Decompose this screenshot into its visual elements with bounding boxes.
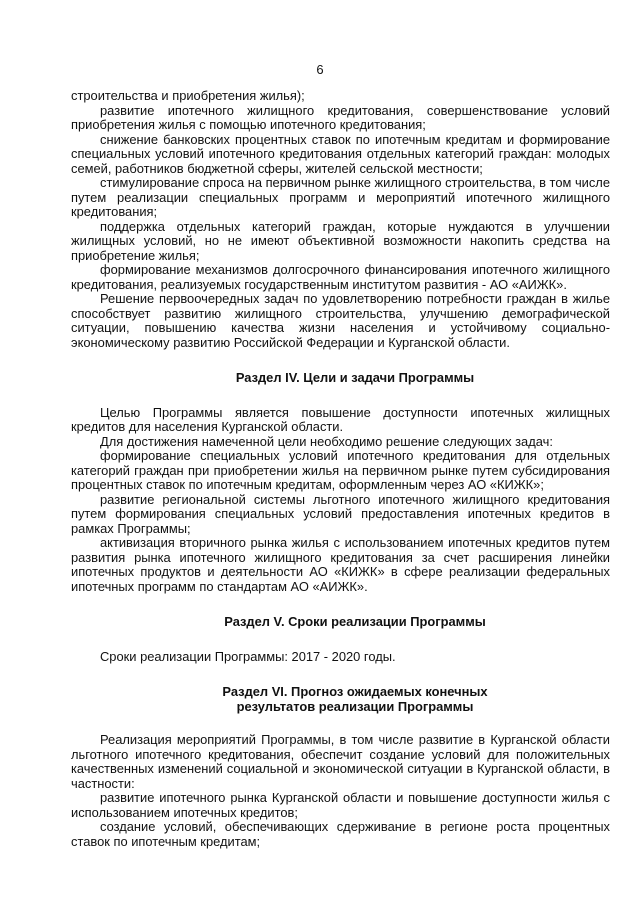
paragraph-priority-tasks: Решение первоочередных задач по удовлетворению потребности граждан в жилье способствует развитию жилищного строительства, улучшению демографической ситуации, повышению качества жизни населения и устойчивому социально-экономическому развитию Российской Федерации и Курганской области.	[71, 291, 610, 350]
page-number: 6	[316, 62, 324, 77]
section-4-heading: Раздел IV. Цели и задачи Программы	[235, 370, 475, 385]
paragraph-task-regional-system: развитие региональной системы льготного ипотечного жилищного кредитования путем формирования специальных условий предоставления ипотечных кредитов в рамках Программы;	[71, 491, 610, 536]
document-body	[71, 89, 610, 849]
paragraph-result-rate-containment: создание условий, обеспечивающих сдерживание в регионе роста процентных ставок по ипотечным кредитам;	[71, 819, 610, 849]
paragraph-demand-stimulation: стимулирование спроса на первичном рынке жилищного строительства, в том числе путем реализации специальных программ и мероприятий ипотечного жилищного кредитования;	[71, 175, 610, 219]
paragraph-task-special-conditions: формирование специальных условий ипотечного кредитования для отдельных категорий граждан при приобретении жилья на первичном рынке путем субсидирования процентных ставок по ипотечным кредитам, оформленным через АО «КИЖК»;	[71, 448, 610, 492]
paragraph-tasks-intro: Для достижения намеченной цели необходимо решение следующих задач:	[100, 433, 553, 449]
paragraph-citizen-support: поддержка отдельных категорий граждан, которые нуждаются в улучшении жилищных условий, но не имеют объективной возможности накопить средства на приобретение жилья;	[71, 218, 610, 263]
section-6-heading-line-1: Раздел VI. Прогноз ожидаемых конечных	[222, 684, 488, 699]
paragraph-financing-mechanisms: формирование механизмов долгосрочного финансирования ипотечного жилищного кредитования, реализуемых государственным институтом развития - АО «АИЖК».	[71, 262, 610, 292]
paragraph-expected-results: Реализация мероприятий Программы, в том числе развитие в Курганской области льготного ипотечного кредитования, обеспечит создание условий для положительных качественных изменений социальной и экономической ситуации в Курганской области, в частности:	[71, 732, 610, 791]
section-5-heading: Раздел V. Сроки реализации Программы	[224, 614, 486, 629]
paragraph-program-goal: Целью Программы является повышение доступности ипотечных жилищных кредитов для населения Курганской области.	[71, 404, 610, 434]
paragraph-task-secondary-market: активизация вторичного рынка жилья с использованием ипотечных кредитов путем развития рынка ипотечного жилищного кредитования за счет расширения линейки ипотечных продуктов и деятельности АО «КИЖК» в сфере реализации федеральных ипотечных программ по стандартам АО «АИЖК».	[71, 535, 610, 594]
paragraph-mortgage-development: развитие ипотечного жилищного кредитования, совершенствование условий приобретения жилья с помощью ипотечного кредитования;	[71, 102, 610, 132]
paragraph-continuation: строительства и приобретения жилья);	[71, 88, 305, 103]
paragraph-rate-reduction: снижение банковских процентных ставок по ипотечным кредитам и формирование специальных условий ипотечного кредитования отдельных категорий граждан: молодых семей, работников бюджетной сферы, жителей сельской местности;	[71, 131, 610, 176]
paragraph-program-timeline: Сроки реализации Программы: 2017 - 2020 годы.	[100, 648, 396, 664]
paragraph-result-market-development: развитие ипотечного рынка Курганской области и повышение доступности жилья с использованием ипотечных кредитов;	[71, 790, 610, 820]
section-6-heading-line-2: результатов реализации Программы	[236, 698, 474, 714]
